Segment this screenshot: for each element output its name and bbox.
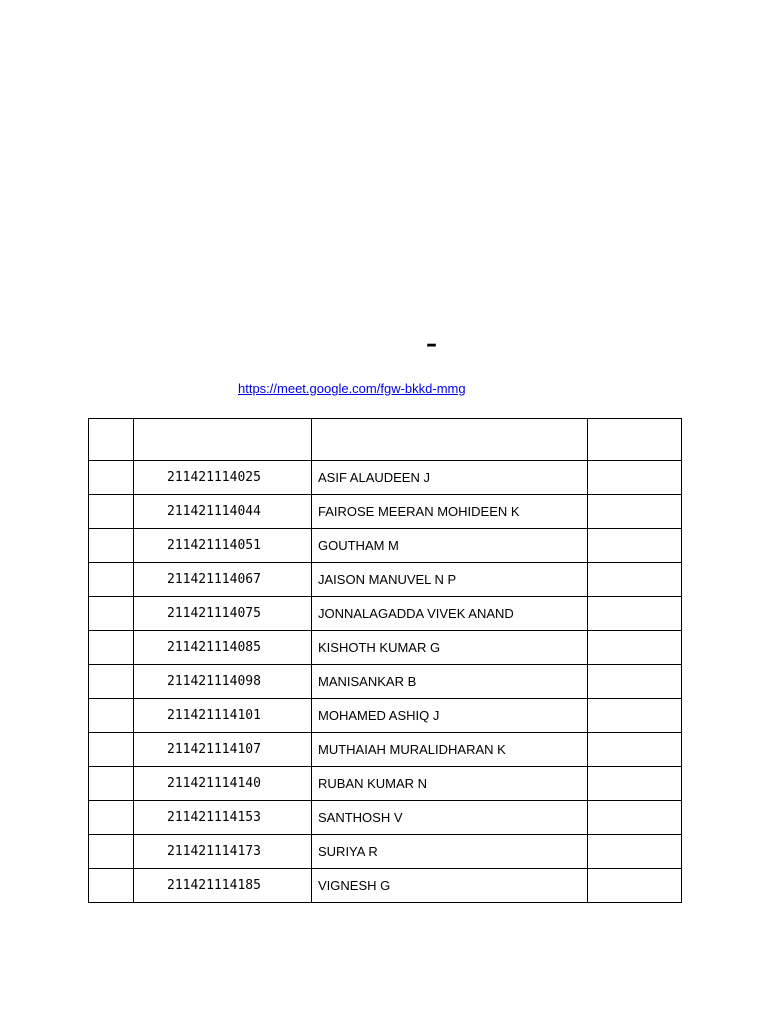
remarks-cell — [588, 699, 682, 733]
register-number-cell: 211421114085 — [134, 631, 312, 665]
student-name-cell: JONNALAGADDA VIVEK ANAND — [312, 597, 588, 631]
student-name-cell: JAISON MANUVEL N P — [312, 563, 588, 597]
sno-cell — [89, 495, 134, 529]
sno-cell — [89, 699, 134, 733]
table-row — [89, 835, 682, 869]
meet-link[interactable]: https://meet.google.com/fgw-bkkd-mmg — [238, 381, 466, 396]
sno-cell — [89, 563, 134, 597]
table-row — [89, 631, 682, 665]
table-row — [89, 563, 682, 597]
sno-cell — [89, 529, 134, 563]
remarks-cell — [588, 529, 682, 563]
register-number-cell: 211421114025 — [134, 461, 312, 495]
sno-cell — [89, 869, 134, 903]
register-number-cell: 211421114140 — [134, 767, 312, 801]
remarks-cell — [588, 869, 682, 903]
table-row — [89, 495, 682, 529]
remarks-cell — [588, 563, 682, 597]
remarks-cell — [588, 461, 682, 495]
remarks-cell — [588, 767, 682, 801]
student-name-cell: MUTHAIAH MURALIDHARAN K — [312, 733, 588, 767]
title-dash: – — [426, 332, 437, 357]
register-number-cell: 211421114153 — [134, 801, 312, 835]
remarks-cell — [588, 597, 682, 631]
table-row — [89, 801, 682, 835]
register-number-cell: 211421114173 — [134, 835, 312, 869]
student-name-cell: SANTHOSH V — [312, 801, 588, 835]
register-number-cell: 211421114101 — [134, 699, 312, 733]
sno-cell — [89, 835, 134, 869]
table-row — [89, 733, 682, 767]
table-row — [89, 529, 682, 563]
student-name-cell: RUBAN KUMAR N — [312, 767, 588, 801]
register-number-cell: 211421114044 — [134, 495, 312, 529]
register-number-cell: 211421114067 — [134, 563, 312, 597]
student-name-cell: ASIF ALAUDEEN J — [312, 461, 588, 495]
sno-cell — [89, 767, 134, 801]
remarks-cell — [588, 835, 682, 869]
register-number-cell: 211421114075 — [134, 597, 312, 631]
register-number-cell: 211421114098 — [134, 665, 312, 699]
register-number-cell: 211421114185 — [134, 869, 312, 903]
remarks-cell — [588, 733, 682, 767]
header-cell-reg — [134, 419, 312, 461]
table-row — [89, 597, 682, 631]
student-name-cell: MOHAMED ASHIQ J — [312, 699, 588, 733]
remarks-cell — [588, 495, 682, 529]
student-name-cell: GOUTHAM M — [312, 529, 588, 563]
table-row — [89, 665, 682, 699]
register-number-cell: 211421114051 — [134, 529, 312, 563]
student-name-cell: VIGNESH G — [312, 869, 588, 903]
remarks-cell — [588, 801, 682, 835]
sno-cell — [89, 801, 134, 835]
sno-cell — [89, 597, 134, 631]
sno-cell — [89, 631, 134, 665]
table-row — [89, 461, 682, 495]
sno-cell — [89, 461, 134, 495]
header-cell-sno — [89, 419, 134, 461]
student-name-cell: FAIROSE MEERAN MOHIDEEN K — [312, 495, 588, 529]
student-name-cell: MANISANKAR B — [312, 665, 588, 699]
register-number-cell: 211421114107 — [134, 733, 312, 767]
student-name-cell: KISHOTH KUMAR G — [312, 631, 588, 665]
header-cell-name — [312, 419, 588, 461]
table-header-row — [89, 419, 682, 461]
student-table — [88, 418, 682, 903]
remarks-cell — [588, 631, 682, 665]
remarks-cell — [588, 665, 682, 699]
sno-cell — [89, 733, 134, 767]
sno-cell — [89, 665, 134, 699]
student-name-cell: SURIYA R — [312, 835, 588, 869]
table-row — [89, 699, 682, 733]
table-row — [89, 767, 682, 801]
table-row — [89, 869, 682, 903]
header-cell-extra — [588, 419, 682, 461]
